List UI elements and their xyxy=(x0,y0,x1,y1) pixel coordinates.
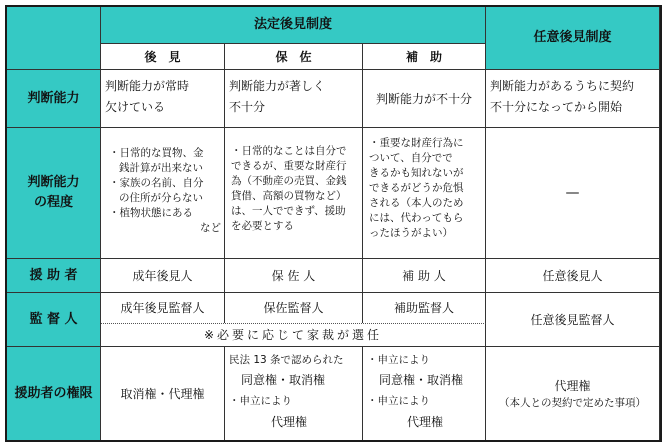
authority-guardian: 取消権・代理権 xyxy=(101,347,225,440)
guardianship-table xyxy=(5,5,662,442)
supervisor-assistant: 補助監督人 xyxy=(363,293,486,323)
row-label-authority: 援助者の権限 xyxy=(7,347,101,440)
ability-voluntary: 判断能力があるうちに契約 不十分になってから開始 xyxy=(486,70,660,128)
supporter-curator: 保 佐 人 xyxy=(225,259,363,293)
authority-assistant: ・申立により 同意権・取消権 ・申立により 代理権 xyxy=(363,347,486,440)
supporter-assistant: 補 助 人 xyxy=(363,259,486,293)
subheader-guardian: 後 見 xyxy=(101,44,225,70)
supervisor-voluntary: 任意後見監督人 xyxy=(486,293,660,347)
subheader-curator: 保 佐 xyxy=(225,44,363,70)
degree-guardian: ・日常的な買物、金 銭計算が出来ない ・家族の名前、自分 の住所が分らない ・植物状態にある など xyxy=(101,128,225,259)
degree-assistant: ・重要な財産行為に ついて、自分でで きるかも知れないが できるがどうか危惧 される（本人のため には、代わってもら ったほうがよい） xyxy=(363,128,486,259)
row-label-supporter: 援 助 者 xyxy=(7,259,101,293)
subheader-assistant: 補 助 xyxy=(363,44,486,70)
row-label-degree: 判断能力 の程度 xyxy=(7,128,101,259)
row-label-ability: 判断能力 xyxy=(7,70,101,128)
ability-assistant: 判断能力が不十分 xyxy=(363,70,486,128)
supervisor-guardian: 成年後見監督人 xyxy=(101,293,225,323)
supporter-voluntary: 任意後見人 xyxy=(486,259,660,293)
voluntary-guardianship-header: 任意後見制度 xyxy=(486,7,660,70)
supporter-guardian: 成年後見人 xyxy=(101,259,225,293)
corner-cell xyxy=(7,7,101,70)
ability-curator: 判断能力が著しく 不十分 xyxy=(225,70,363,128)
row-label-supervisor: 監 督 人 xyxy=(7,293,101,347)
degree-voluntary: — xyxy=(486,128,660,259)
supervisor-note: ※必要に応じて家裁が選任 xyxy=(101,323,486,347)
authority-curator: 民法 13 条で認められた 同意権・取消権 ・申立により 代理権 xyxy=(225,347,363,440)
supervisor-curator: 保佐監督人 xyxy=(225,293,363,323)
legal-guardianship-header: 法定後見制度 xyxy=(101,7,486,44)
authority-voluntary: 代理権 （本人との契約で定めた事項） xyxy=(486,347,660,440)
degree-curator: ・日常的なことは自分で できるが、重要な財産行 為（不動産の売買、金銭 貸借、高額の買物など） は、一人でできず、援助 を必要とする xyxy=(225,128,363,259)
ability-guardian: 判断能力が常時 欠けている xyxy=(101,70,225,128)
